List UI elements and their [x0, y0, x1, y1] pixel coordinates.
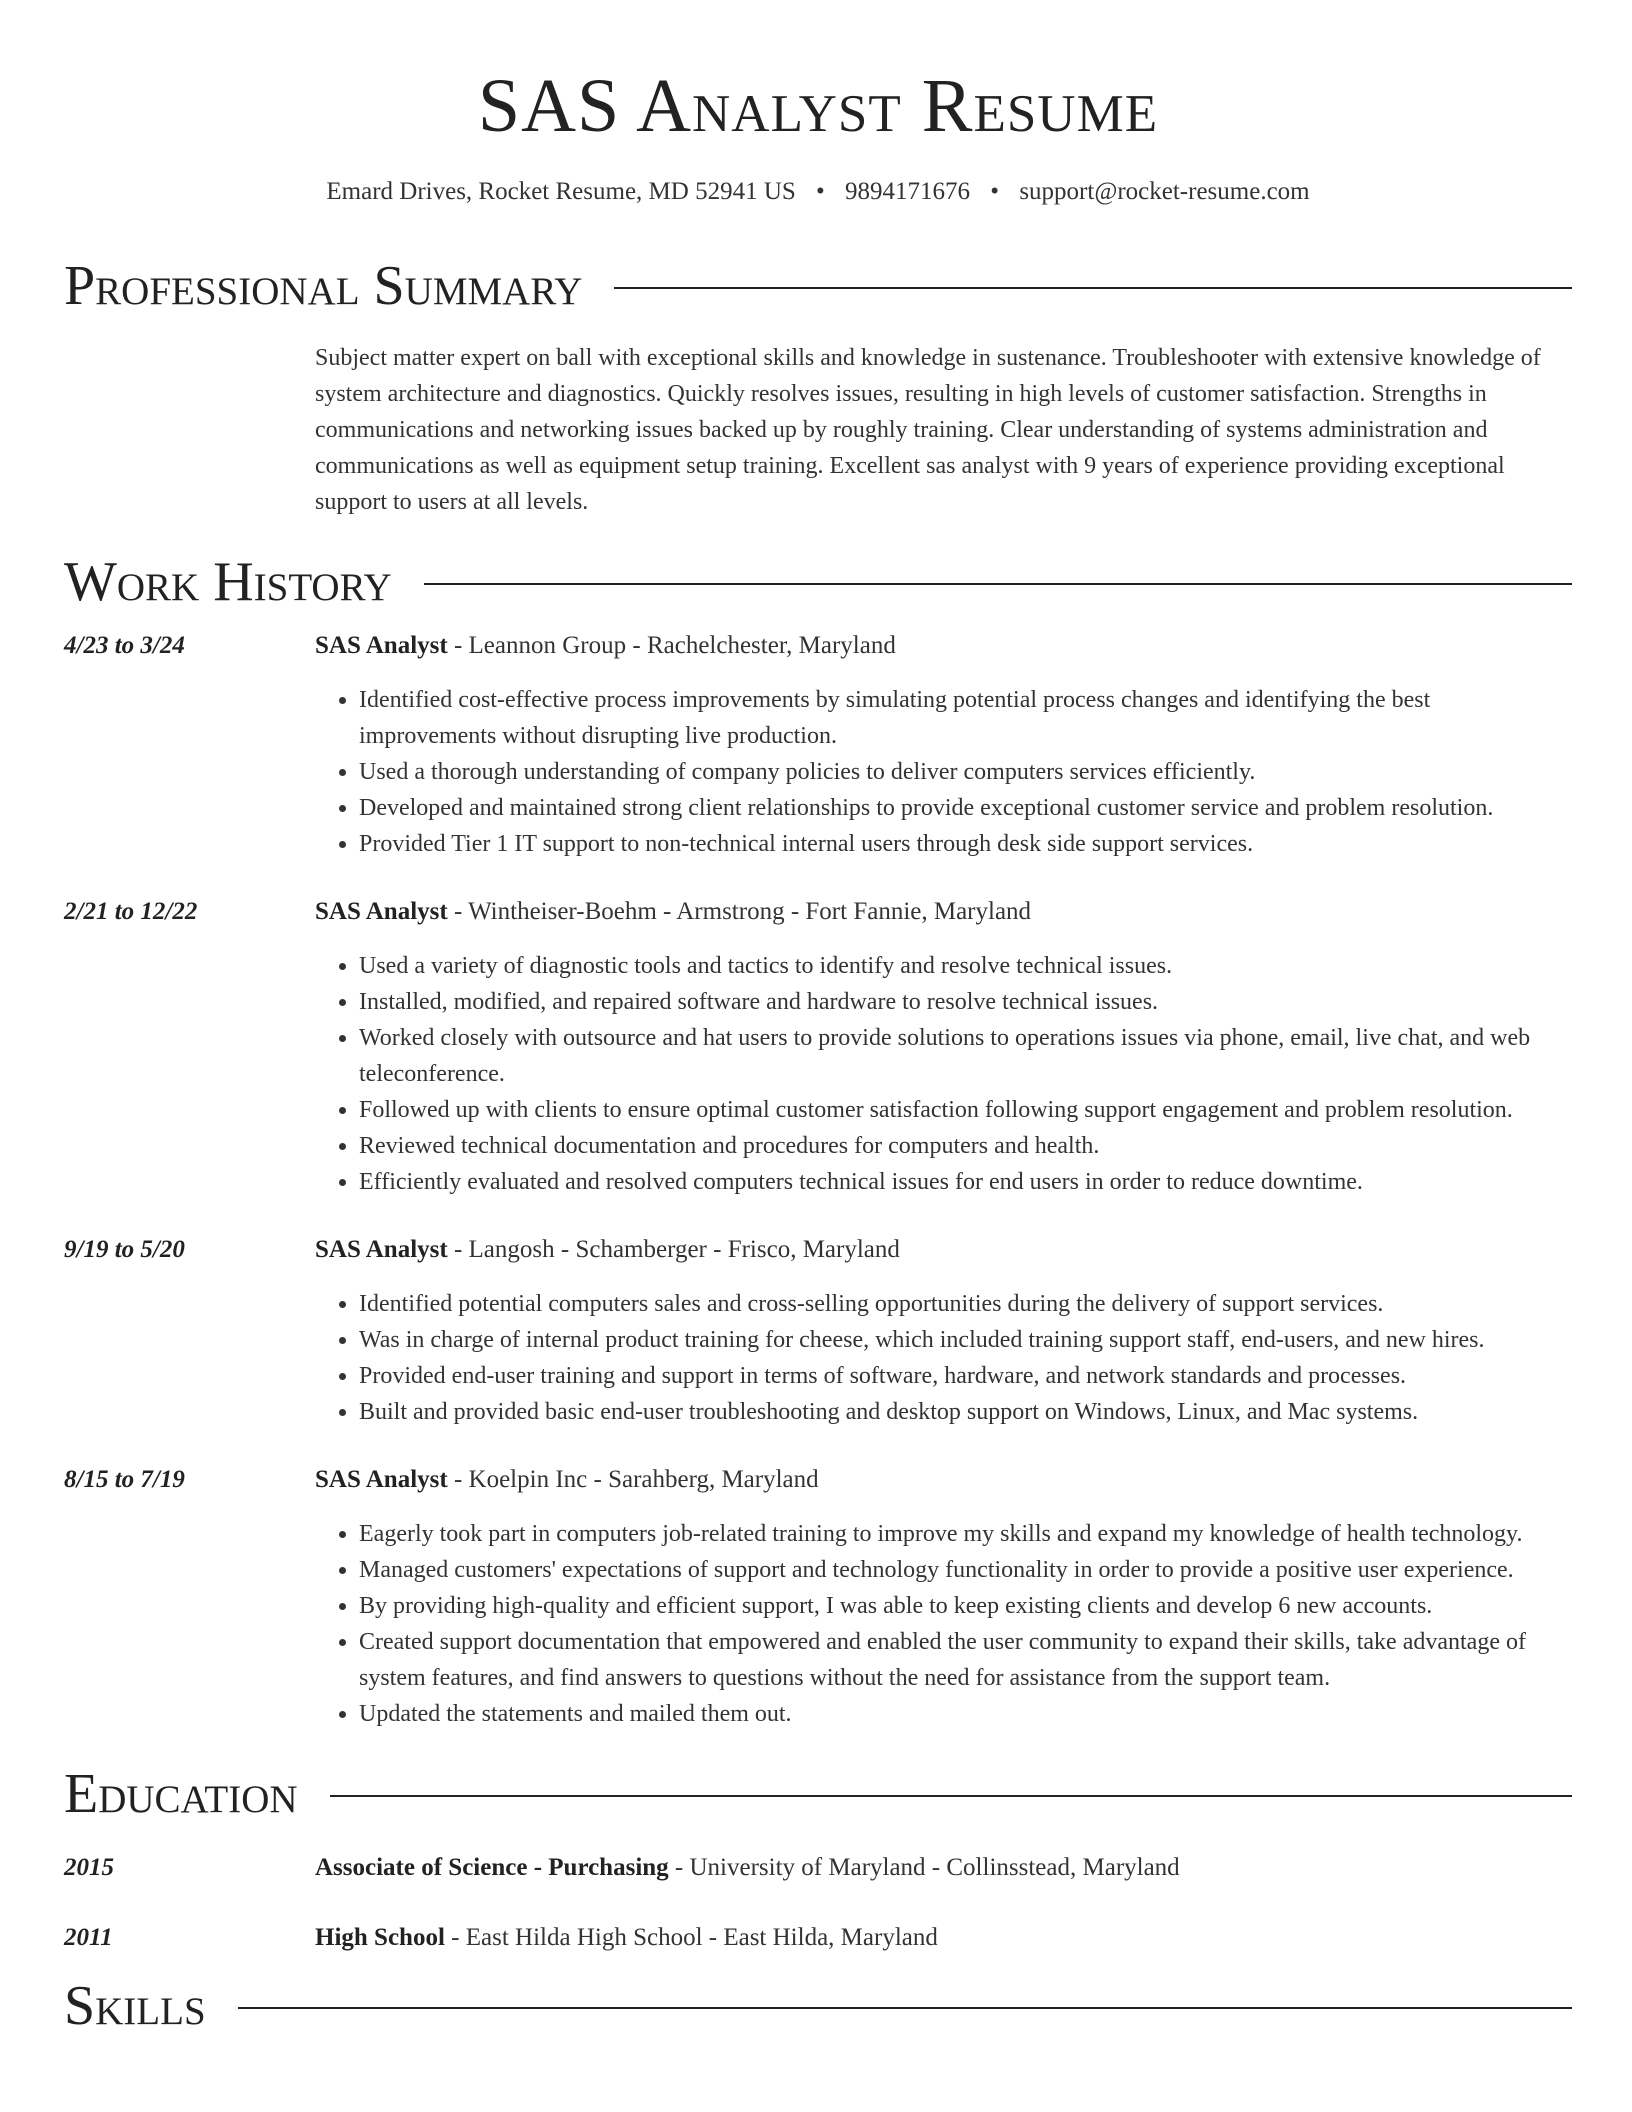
job-headline: [315, 1462, 1572, 1498]
education-details: - East Hilda High School - East Hilda, Maryland: [444, 1924, 938, 1951]
job-title: SAS Analyst: [315, 632, 448, 659]
job-bullet: • Provided end-user training and support in terms of software, hardware, and network standards and processes.: [359, 1358, 1572, 1394]
education-year: 2011: [64, 1924, 113, 1951]
job-bullet: • Installed, modified, and repaired software and hardware to resolve technical issues.: [359, 984, 1572, 1020]
summary-heading: Professional Summary: [64, 255, 583, 317]
job-bullet: • Worked closely with outsource and hat users to provide solutions to operations issues via phone, email, live chat, and web teleconference.: [359, 1020, 1572, 1092]
education-degree: Associate of Science - Purchasing: [315, 1854, 669, 1881]
skills-heading: Skills: [64, 1975, 206, 2037]
job-bullets: [315, 682, 1572, 862]
job-bullet: • Managed customers' expectations of support and technology functionality in order to provide a positive user experience.: [359, 1552, 1572, 1588]
job-headline: [315, 628, 1572, 664]
job-details: - Koelpin Inc - Sarahberg, Maryland: [447, 1466, 819, 1493]
education-entry: [64, 1920, 1572, 1956]
work-heading: Work History: [64, 551, 392, 613]
job-title: SAS Analyst: [315, 898, 448, 925]
contact-address: Emard Drives, Rocket Resume, MD 52941 US: [326, 178, 796, 205]
job-bullets: [315, 948, 1572, 1200]
job-entry: [64, 1462, 1572, 1732]
job-bullets: [315, 1516, 1572, 1732]
education-year: 2015: [64, 1854, 114, 1881]
education-degree: High School: [315, 1924, 445, 1951]
education-headline: [315, 1920, 1572, 1956]
job-bullet: • Eagerly took part in computers job-related training to improve my skills and expand my knowledge of health technology.: [359, 1516, 1572, 1552]
section-divider: [238, 2007, 1572, 2009]
work-section-header: [64, 550, 1572, 614]
job-entry: [64, 628, 1572, 862]
contact-phone: 9894171676: [845, 178, 971, 205]
job-bullet: • Identified potential computers sales and cross-selling opportunities during the delivery of support services.: [359, 1286, 1572, 1322]
resume-title: SAS Analyst Resume: [477, 64, 1159, 148]
job-dates: 2/21 to 12/22: [64, 898, 198, 925]
contact-separator: •: [816, 178, 825, 205]
education-section-header: [64, 1762, 1572, 1826]
job-entry: [64, 1232, 1572, 1430]
job-bullet: • Reviewed technical documentation and procedures for computers and health.: [359, 1128, 1572, 1164]
job-details: - Langosh - Schamberger - Frisco, Maryland: [447, 1236, 900, 1263]
education-headline: [315, 1850, 1572, 1886]
summary-section-header: [64, 254, 1572, 318]
job-details: - Leannon Group - Rachelchester, Maryland: [447, 632, 896, 659]
job-bullet: • Used a thorough understanding of company policies to deliver computers services efficiently.: [359, 754, 1572, 790]
job-bullet: • Created support documentation that empowered and enabled the user community to expand their skills, take advantage of system features, and find answers to questions without the need for assistance from the support team.: [359, 1624, 1572, 1696]
job-bullet: • Updated the statements and mailed them out.: [359, 1696, 1572, 1732]
section-divider: [614, 287, 1572, 289]
summary-text: Subject matter expert on ball with exceptional skills and knowledge in sustenance. Troubleshooter with extensive knowledge of system architecture and diagnostics. Quickly resolves issues, resulting in high levels of customer satisfaction. Strengths in communications and networking issues backed up by roughly training. Clear understanding of systems administration and communications as well as equipment setup training. Excellent sas analyst with 9 years of experience providing exceptional support to users at all levels.: [315, 345, 1541, 515]
job-headline: [315, 894, 1572, 930]
education-details: - University of Maryland - Collinsstead, Maryland: [668, 1854, 1180, 1881]
contact-line: [64, 176, 1572, 208]
contact-separator: •: [990, 178, 1000, 205]
education-entry: [64, 1850, 1572, 1886]
job-bullet: • Identified cost-effective process improvements by simulating potential process changes and identifying the best improvements without disrupting live production.: [359, 682, 1572, 754]
job-bullet: • Built and provided basic end-user troubleshooting and desktop support on Windows, Linux, and Mac systems.: [359, 1394, 1572, 1430]
contact-email: support@rocket-resume.com: [1019, 178, 1310, 205]
job-bullet: • Used a variety of diagnostic tools and tactics to identify and resolve technical issues.: [359, 948, 1572, 984]
education-heading: Education: [64, 1763, 298, 1825]
job-dates: 9/19 to 5/20: [64, 1236, 185, 1263]
job-dates: 4/23 to 3/24: [64, 632, 185, 659]
job-title: SAS Analyst: [315, 1236, 448, 1263]
job-headline: [315, 1232, 1572, 1268]
job-bullet: • By providing high-quality and efficient support, I was able to keep existing clients and develop 6 new accounts.: [359, 1588, 1572, 1624]
job-details: - Wintheiser-Boehm - Armstrong - Fort Fannie, Maryland: [447, 898, 1032, 925]
skills-section-header: [64, 1974, 1572, 2038]
job-bullet: • Followed up with clients to ensure optimal customer satisfaction following support engagement and problem resolution.: [359, 1092, 1572, 1128]
resume-page: [64, 0, 1572, 2038]
job-title: SAS Analyst: [315, 1466, 448, 1493]
job-bullets: [315, 1286, 1572, 1430]
section-divider: [424, 583, 1572, 585]
job-bullet: • Provided Tier 1 IT support to non-technical internal users through desk side support services.: [359, 826, 1572, 862]
section-divider: [330, 1795, 1572, 1797]
job-bullet: • Was in charge of internal product training for cheese, which included training support staff, end-users, and new hires.: [359, 1322, 1572, 1358]
job-dates: 8/15 to 7/19: [64, 1466, 185, 1493]
job-bullet: • Developed and maintained strong client relationships to provide exceptional customer service and problem resolution.: [359, 790, 1572, 826]
job-entry: [64, 894, 1572, 1200]
job-bullet: • Efficiently evaluated and resolved computers technical issues for end users in order to reduce downtime.: [359, 1164, 1572, 1200]
